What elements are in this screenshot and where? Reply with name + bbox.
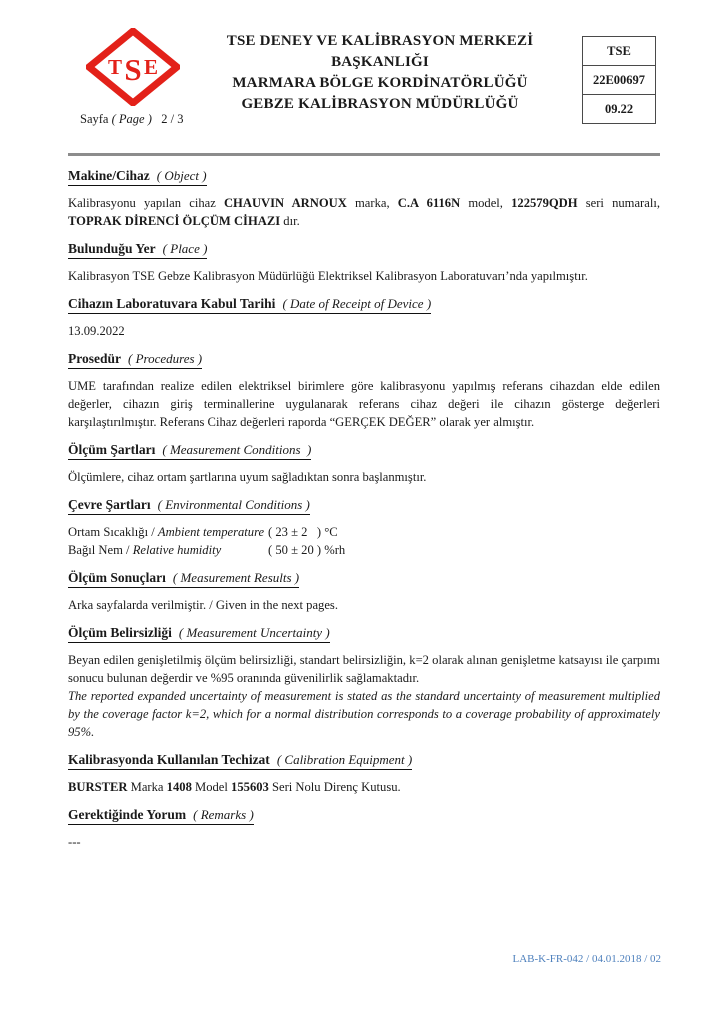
section-calibration-equipment [68,751,660,796]
section-calibration-equipment-heading: Kalibrasyonda Kullanılan Techizat ( Calibration Equipment ) [68,752,412,770]
section-procedures-paragraph: UME tarafından realize edilen elektriksel birimlere göre kalibrasyonu yapılmış referans cihazdan elde edilen değerler, cihazın giriş terminallerine uygulanarak referans cihaz değeri ile cihazın gösterge değerleri karşılaştırılmıştır. Referans Cihaz değerleri raporda “GERÇEK DEĞER” olarak yer almıştır. [68,379,660,429]
section-measurement-conditions [68,441,660,486]
section-object-paragraph: Kalibrasyonu yapılan cihaz CHAUVIN ARNOUX marka, C.A 6116N model, 122579QDH seri numaralı, TOPRAK DİRENCİ ÖLÇÜM CİHAZI dır. [68,196,660,228]
info-box-date-code: 09.22 [604,102,634,116]
svg-text:T: T [107,55,123,79]
header-title-line4: GEBZE KALİBRASYON MÜDÜRLÜĞÜ [241,96,519,112]
section-environmental-conditions-heading: Çevre Şartları ( Environmental Conditions ) [68,497,310,515]
section-measurement-results-heading: Ölçüm Sonuçları ( Measurement Results ) [68,570,299,588]
section-measurement-results [68,569,660,614]
temperature-label: Ortam Sıcaklığı / [68,525,158,539]
header-title-line3: MARMARA BÖLGE KORDİNATÖRLÜĞÜ [232,75,528,91]
humidity-row [68,541,660,559]
humidity-label-en: Relative humidity [132,543,222,557]
section-object [68,167,660,230]
temperature-label-en: Ambient temperature [157,525,265,539]
temperature-value: ( 23 ± 2 ) °C [268,525,338,539]
humidity-value: ( 50 ± 20 ) %rh [268,543,346,557]
temperature-row [68,523,660,541]
section-measurement-conditions-heading: Ölçüm Şartları ( Measurement Conditions ) [68,442,311,460]
equipment-paragraph: BURSTER Marka 1408 Model 155603 Seri Nolu Direnç Kutusu. [68,780,401,794]
section-receipt-date-heading: Cihazın Laboratuvara Kabul Tarihi ( Date of Receipt of Device ) [68,296,431,314]
page-value: 2 / 3 [161,112,184,126]
svg-text:E: E [143,55,159,79]
footer-document-code: LAB-K-FR-042 / 04.01.2018 / 02 [512,953,661,965]
uncertainty-paragraph-en: The reported expanded uncertainty of measurement is stated as the standard uncertainty of measurement multiplied by the coverage factor k=2, which for a normal distribution corresponds to a coverage probability of approximately 95%. [68,689,660,739]
header-title-line2: BAŞKANLIĞI [331,54,429,70]
section-measurement-results-paragraph: Arka sayfalarda verilmiştir. / Given in the next pages. [68,598,338,612]
header-title-line1: TSE DENEY VE KALİBRASYON MERKEZİ [226,33,534,49]
page-label-en: ( Page ) [111,112,152,126]
section-measurement-conditions-paragraph: Ölçümlere, cihaz ortam şartlarına uyum sağladıktan sonra başlanmıştır. [68,470,427,484]
document-info-box [582,36,656,124]
header-title [180,31,580,115]
svg-text:S: S [124,52,142,87]
page-indicator [80,112,183,127]
section-measurement-uncertainty-heading: Ölçüm Belirsizliği ( Measurement Uncertainty ) [68,625,330,643]
info-box-certificate-number: 22E00697 [583,66,655,95]
section-object-heading: Makine/Cihaz ( Object ) [68,168,207,186]
section-place-heading: Bulunduğu Yer ( Place ) [68,241,207,259]
section-remarks [68,806,660,851]
section-procedures-heading: Prosedür ( Procedures ) [68,351,202,369]
section-place-paragraph: Kalibrasyon TSE Gebze Kalibrasyon Müdürlüğü Elektriksel Kalibrasyon Laboratuvarı’nda yapılmıştır. [68,269,588,283]
section-receipt-date [68,295,660,340]
humidity-label: Bağıl Nem / [68,543,133,557]
section-procedures [68,350,660,431]
document-body [68,167,660,861]
info-box-org: TSE [583,37,655,66]
header-divider [68,153,660,156]
receipt-date-value: 13.09.2022 [68,324,125,338]
environmental-conditions-table [68,523,660,559]
uncertainty-paragraph-tr: Beyan edilen genişletilmiş ölçüm belirsizliği, standart belirsizliğin, k=2 olarak alınan genişletme katsayısı ile çarpımı sonucu bulunan değerdir ve %95 oranında güvenilirlik sağlamaktadır. [68,653,660,685]
remarks-value: --- [68,835,81,849]
section-place [68,240,660,285]
section-measurement-uncertainty [68,624,660,741]
tse-logo-icon [86,28,180,106]
page-label: Sayfa [80,112,109,126]
section-remarks-heading: Gerektiğinde Yorum ( Remarks ) [68,807,254,825]
section-environmental-conditions [68,496,660,559]
